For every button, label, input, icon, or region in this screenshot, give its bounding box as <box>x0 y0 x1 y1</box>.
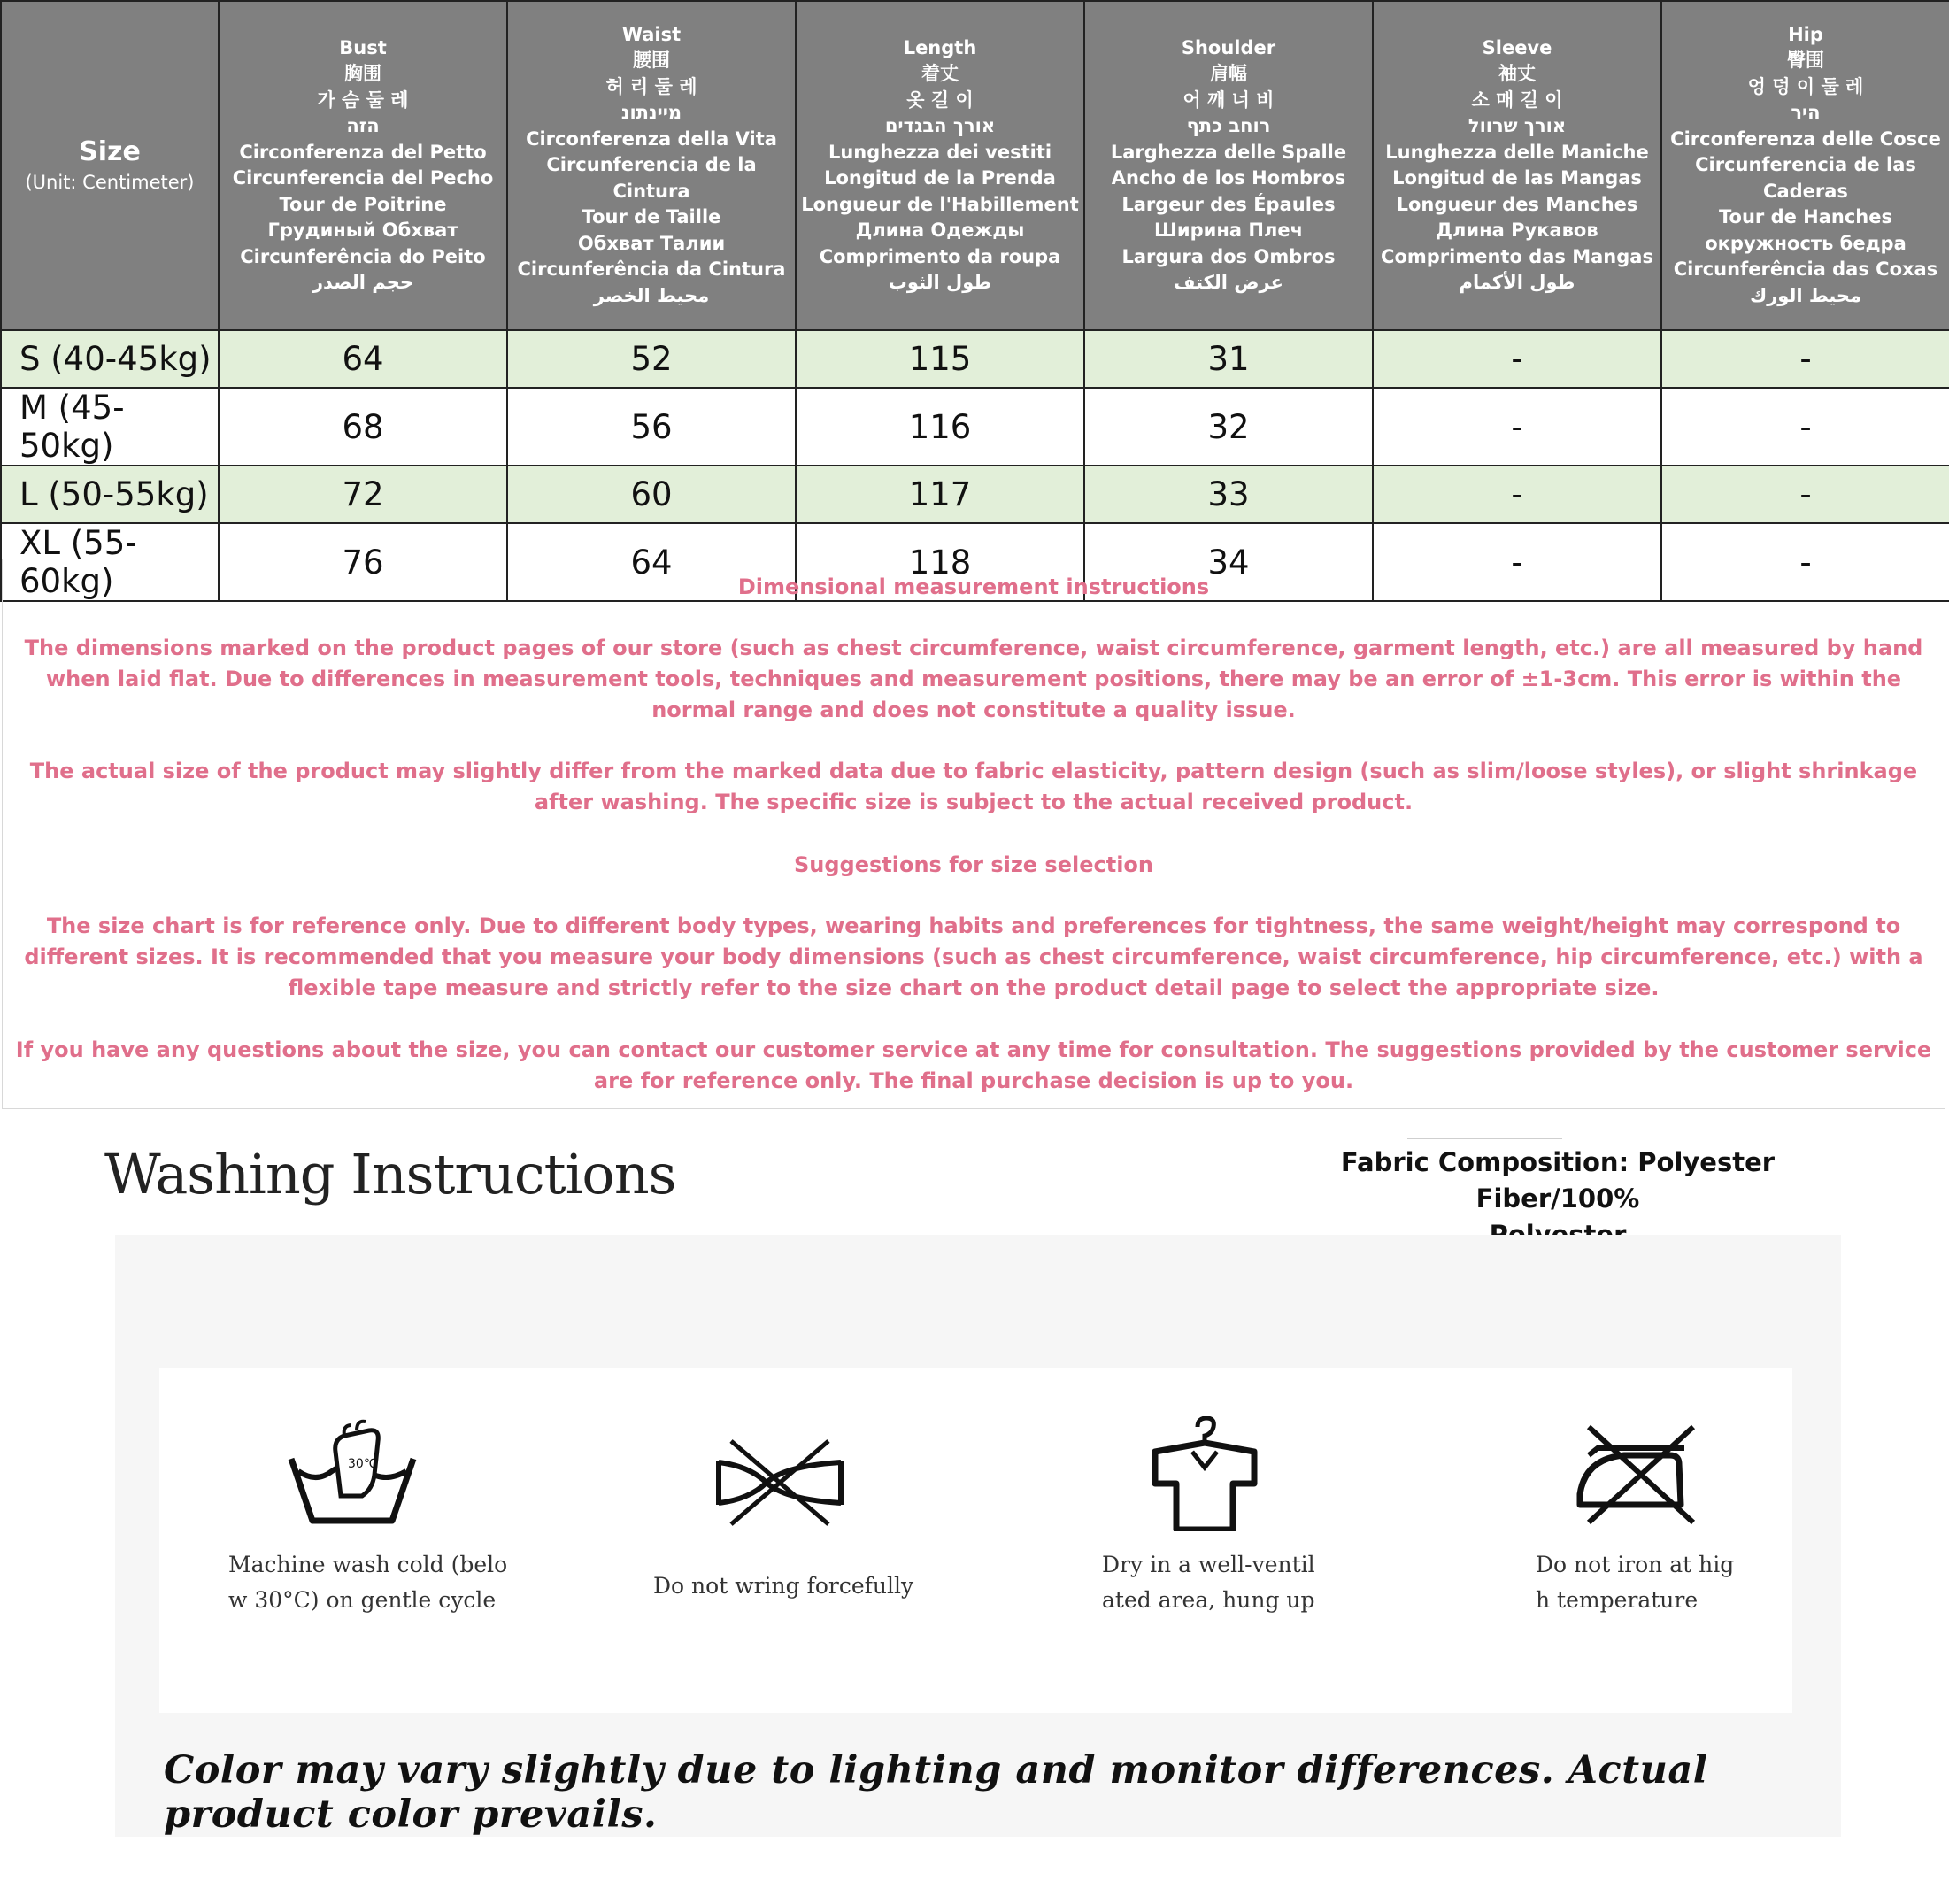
waist-header-line: Обхват Талии <box>577 232 726 254</box>
size-selection-note-2: If you have any questions about the size, you can contact our customer service at any time for consultation. The suggestions provided by the customer service are for reference only. The final purchase decision is up to you. <box>15 1037 1932 1093</box>
bust-header-line: حجم الصدر <box>312 272 414 293</box>
length-header-line: Longitud de la Prenda <box>824 167 1056 189</box>
waist-cell: 64 <box>507 523 796 601</box>
sleeve-header-line: Lunghezza delle Maniche <box>1385 141 1649 163</box>
sleeve-header-line: Comprimento das Mangas <box>1381 245 1653 267</box>
hip-header-line: Caderas <box>1763 180 1848 202</box>
sleeve-cell: - <box>1373 466 1661 523</box>
measurement-notes <box>2 559 1945 1109</box>
bust-header-line: 胸围 <box>344 63 381 84</box>
measurement-instructions-heading: Dimensional measurement instructions <box>737 574 1210 599</box>
measurement-note-1: The dimensions marked on the product pages of our store (such as chest circumference, waist circumference, garment length, etc.) are all measured by hand when laid flat. Due to differences in measurement tools, techniques and measurement positions, there may be an error of ±1-3cm. This error is within the normal range and does not constitute a quality issue. <box>24 636 1923 722</box>
bust-header-line: Tour de Poitrine <box>279 193 447 215</box>
care-label-hang-dry: Dry in a well-ventil ated area, hung up <box>1102 1552 1315 1613</box>
shoulder-header-line: Largeur des Épaules <box>1121 193 1336 215</box>
waist-cell: 56 <box>507 388 796 466</box>
length-header-line: Length <box>903 36 977 58</box>
sleeve-header-line: Длина Рукавов <box>1436 220 1598 241</box>
hip-header-line: Circunferencia de las <box>1695 154 1916 176</box>
size-column-header <box>1 1 219 330</box>
machine-wash-30-icon <box>286 1416 419 1531</box>
sleeve-cell: - <box>1373 388 1661 466</box>
shoulder-cell: 34 <box>1084 523 1373 601</box>
size-cell: M (45-50kg) <box>1 388 219 466</box>
do-not-iron-icon <box>1571 1416 1704 1531</box>
shoulder-cell: 31 <box>1084 330 1373 388</box>
bust-header-line: Грудиный Обхват <box>267 220 458 241</box>
length-header-line: Longueur de l'Habillement <box>801 193 1079 215</box>
waist-header-line: Circunferencia de la Cintura <box>546 154 757 202</box>
length-cell: 116 <box>796 388 1084 466</box>
sleeve-header-line: 소 매 길 이 <box>1471 89 1563 111</box>
column-header-waist <box>507 1 796 330</box>
length-header-line: Длина Одежды <box>855 220 1025 241</box>
length-header-line: طول الثوب <box>888 272 992 293</box>
shoulder-header-line: Largura dos Ombros <box>1121 245 1336 267</box>
sleeve-header-line: Longueur des Manches <box>1396 193 1638 215</box>
waist-header-line: 허 리 둘 레 <box>605 75 697 97</box>
length-cell: 118 <box>796 523 1084 601</box>
hang-dry-icon <box>1137 1416 1270 1531</box>
waist-header-line: محيط الخصر <box>593 284 710 306</box>
size-header-title: Size <box>79 136 141 168</box>
size-selection-note-1: The size chart is for reference only. Due to different body types, wearing habits and preferences for tightness, the same weight/height may correspond to different sizes. It is recommended that you measure your body dimensions (such as chest circumference, waist circumference, hip circumference, etc.) with a flexible tape measure and strictly refer to the size chart on the product detail page to select the appropriate size. <box>24 913 1923 1000</box>
length-header-line: 옷 길 이 <box>906 89 974 111</box>
table-row <box>1 388 1949 466</box>
care-label-do-not-iron: Do not iron at hig h temperature <box>1536 1552 1735 1613</box>
care-item-machine-wash <box>228 1416 520 1618</box>
fabric-composition-line-1: Fabric Composition: Polyester Fiber/100% <box>1340 1147 1776 1214</box>
hip-cell: - <box>1661 330 1949 388</box>
waist-cell: 60 <box>507 466 796 523</box>
do-not-wring-icon <box>713 1434 846 1531</box>
care-item-do-not-wring <box>653 1416 945 1604</box>
waist-header-line: Tour de Taille <box>582 206 721 228</box>
shoulder-header-line: Shoulder <box>1181 36 1276 58</box>
care-label-machine-wash: Machine wash cold (belo w 30°C) on gentle cycle <box>228 1552 508 1613</box>
washing-instructions-title: Washing Instructions <box>104 1142 676 1206</box>
column-header-sleeve <box>1373 1 1661 330</box>
shoulder-header-line: 어 깨 너 비 <box>1182 89 1275 111</box>
bust-cell: 64 <box>219 330 507 388</box>
hip-header-line: Tour de Hanches <box>1718 206 1892 228</box>
shoulder-header-line: Larghezza delle Spalle <box>1110 141 1347 163</box>
table-header-row <box>1 1 1949 330</box>
hip-header-line: Hip <box>1788 23 1823 45</box>
length-cell: 115 <box>796 330 1084 388</box>
hip-header-line: היר <box>1791 102 1821 124</box>
waist-header-line: Circunferência da Cintura <box>517 258 786 281</box>
hip-header-line: 엉 덩 이 둘 레 <box>1747 75 1864 97</box>
bust-header-line: הזה <box>346 115 380 136</box>
hip-header-line: Circonferenza delle Cosce <box>1670 127 1941 150</box>
column-header-bust <box>219 1 507 330</box>
shoulder-header-line: عرض الكتف <box>1174 272 1283 293</box>
hip-header-line: окружность бедра <box>1705 232 1907 254</box>
hip-cell: - <box>1661 466 1949 523</box>
length-header-line: 着丈 <box>921 63 959 84</box>
size-header-unit: (Unit: Centimeter) <box>25 172 195 194</box>
length-header-line: Comprimento da roupa <box>819 245 1061 267</box>
hip-header-line: Circunferência das Coxas <box>1673 258 1938 281</box>
bust-cell: 72 <box>219 466 507 523</box>
waist-header-line: Waist <box>621 23 682 45</box>
sleeve-cell: - <box>1373 523 1661 601</box>
size-cell: XL (55-60kg) <box>1 523 219 601</box>
svg-text:30℃: 30℃ <box>348 1457 378 1471</box>
care-label-do-not-wring: Do not wring forcefully <box>653 1573 914 1599</box>
measurement-note-2: The actual size of the product may slightly differ from the marked data due to fabric elasticity, pattern design (such as slim/loose styles), or slight shrinkage after washing. The specific size is subject to the actual received product. <box>29 759 1918 814</box>
care-item-hang-dry <box>1102 1416 1394 1618</box>
table-row <box>1 466 1949 523</box>
waist-header-line: Circonferenza della Vita <box>526 127 777 150</box>
sleeve-cell: - <box>1373 330 1661 388</box>
shoulder-header-line: רוחב כתף <box>1186 115 1271 136</box>
sleeve-header-line: Sleeve <box>1482 36 1552 58</box>
waist-cell: 52 <box>507 330 796 388</box>
sleeve-header-line: אורך שרוול <box>1468 115 1567 136</box>
hip-header-line: محيط الورك <box>1749 284 1862 306</box>
shoulder-cell: 32 <box>1084 388 1373 466</box>
size-cell: L (50-55kg) <box>1 466 219 523</box>
table-row <box>1 330 1949 388</box>
bust-header-line: Bust <box>339 36 387 58</box>
size-selection-heading: Suggestions for size selection <box>793 852 1153 877</box>
bust-cell: 68 <box>219 388 507 466</box>
bust-header-line: Circunferência do Peito <box>240 245 486 267</box>
hip-cell: - <box>1661 523 1949 601</box>
hip-header-line: 臀围 <box>1787 50 1824 72</box>
size-chart-table <box>0 0 1949 602</box>
length-header-line: Lunghezza dei vestiti <box>828 141 1052 163</box>
hip-cell: - <box>1661 388 1949 466</box>
bust-header-line: 가 슴 둘 레 <box>317 89 409 111</box>
column-header-hip <box>1661 1 1949 330</box>
column-header-shoulder <box>1084 1 1373 330</box>
bust-header-line: Circunferencia del Pecho <box>232 167 494 189</box>
sleeve-header-line: 袖丈 <box>1498 63 1536 84</box>
shoulder-cell: 33 <box>1084 466 1373 523</box>
divider <box>1407 1138 1562 1139</box>
care-item-do-not-iron <box>1536 1416 1828 1618</box>
bust-header-line: Circonferenza del Petto <box>239 141 487 163</box>
shoulder-header-line: Ширина Плеч <box>1153 220 1303 241</box>
length-header-line: אורך הבגדים <box>884 115 996 136</box>
shoulder-header-line: 肩幅 <box>1210 63 1247 84</box>
column-header-length <box>796 1 1084 330</box>
waist-header-line: מיינתונ <box>620 102 682 124</box>
waist-header-line: 腰围 <box>633 50 670 72</box>
bust-cell: 76 <box>219 523 507 601</box>
color-disclaimer: Color may vary slightly due to lighting and monitor differences. Actual product color prevails. <box>164 1748 1708 1837</box>
shoulder-header-line: Ancho de los Hombros <box>1111 167 1346 189</box>
length-cell: 117 <box>796 466 1084 523</box>
sleeve-header-line: Longitud de las Mangas <box>1392 167 1642 189</box>
size-cell: S (40-45kg) <box>1 330 219 388</box>
sleeve-header-line: طول الأكمام <box>1459 272 1575 293</box>
